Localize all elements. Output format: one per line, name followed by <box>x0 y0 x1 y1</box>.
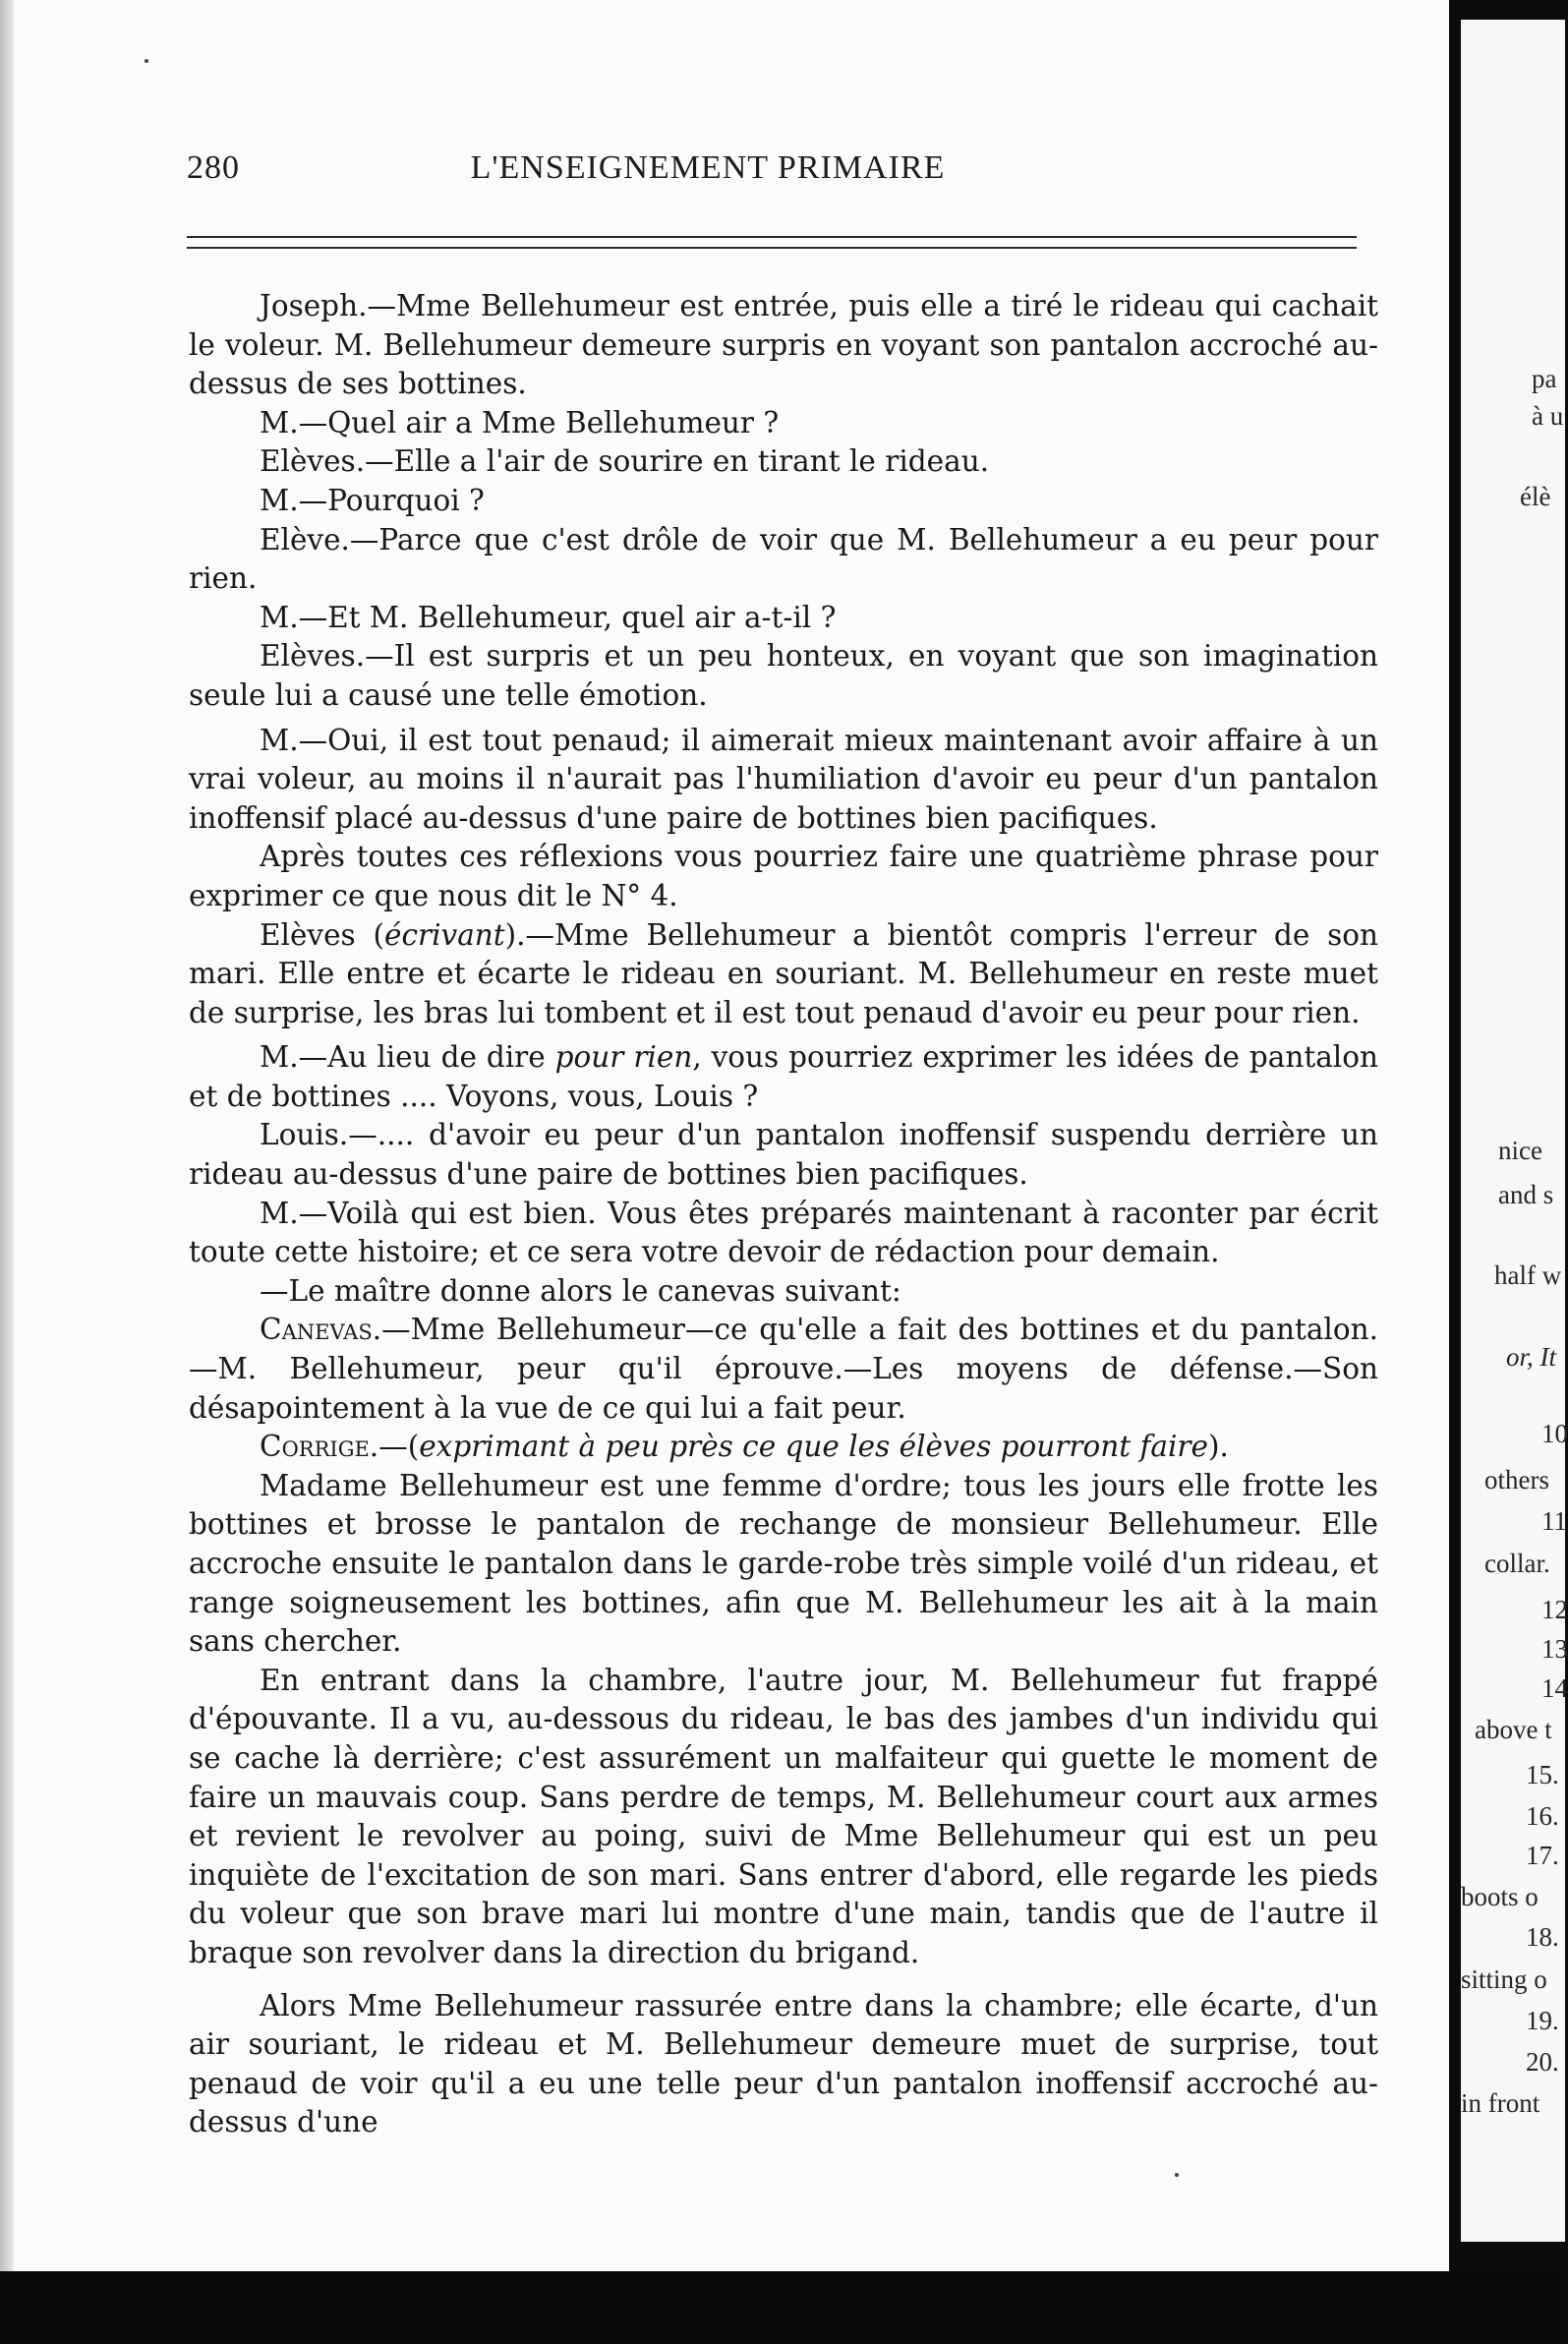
facing-fragment: 13 <box>1541 1634 1568 1664</box>
facing-fragment: others <box>1484 1465 1549 1494</box>
paragraph: Joseph.—Mme Bellehumeur est entrée, puis elle a tiré le rideau qui cachait le voleur. M. Bellehumeur demeure surpris en voyant son pantalon accroché au-dessus de ses bottines. <box>189 289 1378 401</box>
paragraph-text: ).—Mme Bellehumeur a bientôt compris l'erreur de son mari. Elle entre et écarte le rideau en souriant. M. Bellehumeur en reste muet de surprise, les bras lui tombent et il est tout penaud d'avoir eu peur pour rien. <box>189 917 1378 1029</box>
paragraph: Elèves.—Il est surpris et un peu honteux, en voyant que son imagination seule lui a causé une telle émotion. <box>189 639 1378 712</box>
running-title: L'ENSEIGNEMENT PRIMAIRE <box>470 149 946 186</box>
paragraph: En entrant dans la chambre, l'autre jour, M. Bellehumeur fut frappé d'épouvante. Il a vu, au-dessous du rideau, le bas des jambes d'un individu qui se cache là derrière; c'est assurément un malfaiteur qui guette le moment de faire un mauvais coup. Sans perdre de temps, M. Bellehumeur court aux armes et revient le revolver au poing, suivi de Mme Bellehumeur qui est un peu inquiète de l'excitation de son mari. Sans entrer d'abord, elle regarde les pieds du voleur que son brave mari lui montre d'une main, tandis que de l'autre il braque son revolver dans la direction du brigand. <box>189 1663 1378 1969</box>
paragraph-text: ). <box>1208 1430 1229 1464</box>
italic-text: écrivant <box>384 917 505 952</box>
paragraph: M.—Pourquoi ? <box>260 483 485 517</box>
header-double-rule <box>187 236 1357 249</box>
paragraph <box>189 1038 1378 1116</box>
paragraph: Après toutes ces réflexions vous pourriez faire une quatrième phrase pour exprimer ce que nous dit le N° 4. <box>189 840 1378 912</box>
print-speck <box>145 59 148 63</box>
facing-fragment: 20. <box>1526 2047 1559 2077</box>
facing-fragment: 14 <box>1541 1673 1568 1703</box>
page-number: 280 <box>187 149 240 186</box>
canevas-label: Canevas. <box>260 1313 382 1347</box>
facing-fragment: 10 <box>1541 1419 1568 1448</box>
print-speck <box>1175 2173 1179 2177</box>
paragraph: M.—Et M. Bellehumeur, quel air a-t-il ? <box>260 600 837 634</box>
paragraph <box>189 1311 1378 1428</box>
paragraph: Madame Bellehumeur est une femme d'ordre; tous les jours elle frotte les bottines et brosse le pantalon de rechange de monsieur Bellehumeur. Elle accroche ensuite le pantalon dans le garde-robe très simple voilé d'un rideau, et range soigneusement les bottines, afin que M. Bellehumeur les ait à la main sans chercher. <box>189 1468 1378 1659</box>
paragraph-text: , vous pourriez exprimer les idées de pantalon et de bottines .... Voyons, vous, Louis ? <box>189 1040 1378 1113</box>
facing-fragment: in front <box>1461 2088 1540 2118</box>
facing-fragment: à u <box>1532 401 1564 431</box>
body-text <box>189 287 1378 2142</box>
facing-fragment: 15. <box>1526 1760 1559 1789</box>
paragraph: M.—Voilà qui est bien. Vous êtes préparés maintenant à raconter par écrit toute cette histoire; et ce sera votre devoir de rédaction pour demain. <box>189 1196 1378 1269</box>
corrige-label: Corrige. <box>260 1430 379 1464</box>
facing-fragment: pa <box>1532 364 1557 393</box>
facing-fragment: 16. <box>1526 1801 1559 1831</box>
paragraph: Elève.—Parce que c'est drôle de voir que M. Bellehumeur a eu peur pour rien. <box>189 522 1378 596</box>
facing-fragment: 18. <box>1526 1922 1559 1952</box>
scan-bottom-edge <box>0 2271 1565 2344</box>
facing-fragment: boots o <box>1461 1882 1539 1911</box>
paragraph <box>189 916 1378 1033</box>
facing-fragment: élè <box>1520 482 1551 511</box>
paragraph: —Le maître donne alors le canevas suivant: <box>260 1273 901 1308</box>
facing-fragment: above t <box>1475 1715 1552 1744</box>
paragraph-text: —( <box>378 1430 420 1464</box>
paragraph: Elèves.—Elle a l'air de sourire en tirant le rideau. <box>260 444 990 479</box>
running-header <box>187 149 1357 199</box>
facing-fragment: 12 <box>1541 1595 1568 1624</box>
paragraph: M.—Quel air a Mme Bellehumeur ? <box>260 405 780 440</box>
facing-fragment: and s <box>1498 1180 1554 1209</box>
facing-fragment: 17. <box>1526 1841 1559 1870</box>
facing-fragment: collar. <box>1484 1549 1550 1578</box>
facing-fragment: 19. <box>1526 2006 1559 2035</box>
facing-fragment: nice <box>1498 1136 1542 1165</box>
paragraph <box>189 1428 1378 1467</box>
paragraph: M.—Oui, il est tout penaud; il aimerait mieux maintenant avoir affaire à un vrai voleur, au moins il n'aurait pas l'humiliation d'avoir eu peur d'un pantalon inoffensif placé au-dessus d'une paire de bottines bien pacifiques. <box>189 723 1378 835</box>
facing-fragment: or, It <box>1506 1342 1557 1372</box>
paragraph-text: —Mme Bellehumeur—ce qu'elle a fait des bottines et du pantalon. —M. Bellehumeur, peur qu'il éprouve.—Les moyens de défense.—Son désapointement à la vue de ce qui lui a fait peur. <box>189 1313 1378 1425</box>
speaker-text: Elèves ( <box>260 917 385 952</box>
paragraph: Louis.—.... d'avoir eu peur d'un pantalon inoffensif suspendu derrière un rideau au-dessus d'une paire de bottines bien pacifiques. <box>189 1118 1378 1192</box>
facing-fragment: 11 <box>1541 1506 1567 1536</box>
speaker-text: M.—Au lieu de dire <box>260 1040 555 1075</box>
paragraph: Alors Mme Bellehumeur rassurée entre dans la chambre; elle écarte, d'un air souriant, le rideau et M. Bellehumeur demeure muet de surprise, tout penaud de voir qu'il a eu une telle peur d'un pantalon inoffensif accroché au-dessus d'une <box>189 1988 1378 2139</box>
facing-page <box>1461 20 1568 2242</box>
facing-fragment: sitting o <box>1461 1964 1547 1994</box>
italic-text: pour rien <box>554 1040 693 1075</box>
italic-text: exprimant à peu près ce que les élèves pourront faire <box>419 1430 1208 1464</box>
facing-fragment: half w <box>1494 1260 1562 1290</box>
